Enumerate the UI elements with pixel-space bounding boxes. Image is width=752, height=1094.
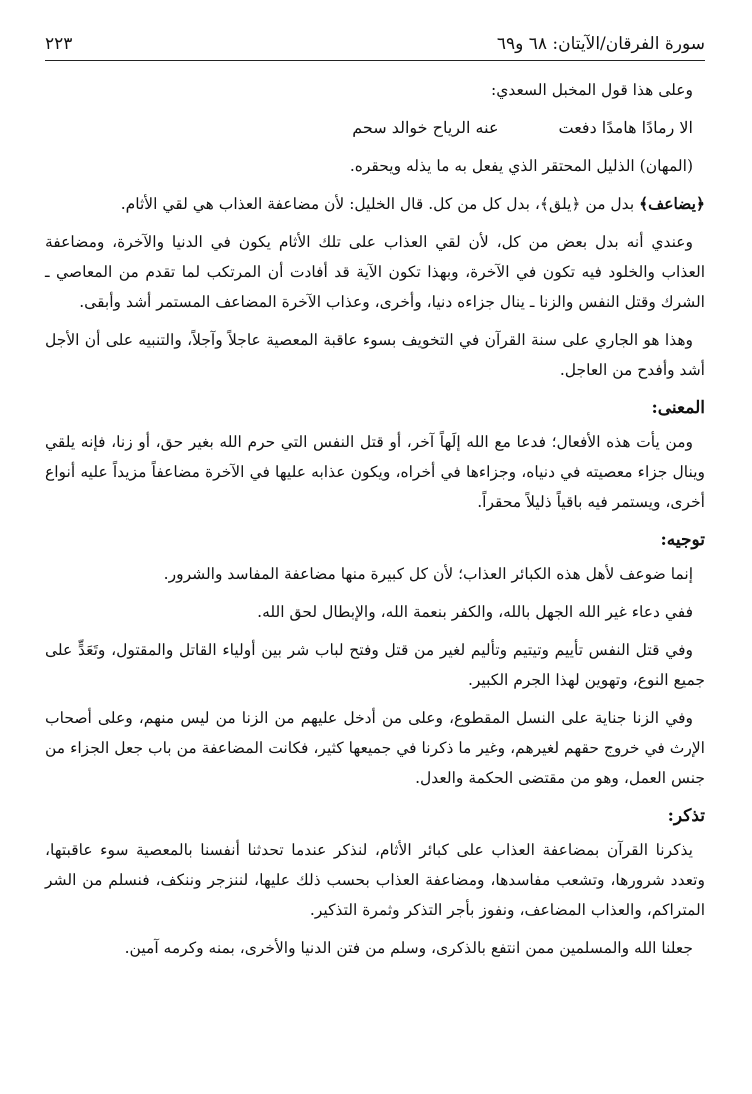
badal-paragraph: وعندي أنه بدل بعض من كل، لأن لقي العذاب على تلك الأثام يكون في الدنيا والآخرة، ومضاعفة العذاب والخلود فيه تكون في الآخرة، وبهذا تكون الآية قد أفادت أن المرتكب لما تقدم من المعاصي ـ الشرك وقتل النفس والزنا ـ ينال جزاءه دنيا، وأخرى، وعذاب الآخرة المضاعف المستمر أشد وأبقى. <box>45 233 705 311</box>
heading-guidance: توجيه: <box>660 530 705 550</box>
guidance-paragraph-1: إنما ضوعف لأهل هذه الكبائر العذاب؛ لأن كل كبيرة منها مضاعفة المفاسد والشرور. <box>163 565 693 583</box>
poem-first-hemistich: الا رمادًا هامدًا دفعت <box>558 118 693 137</box>
poem-gloss: (المهان) الذليل المحتقر الذي يفعل به ما يذله ويحقره. <box>349 157 693 175</box>
yudaaf-paragraph <box>45 189 705 219</box>
guidance-paragraph-2: ففي دعاء غير الله الجهل بالله، والكفر بنعمة الله، والإبطال لحق الله. <box>257 603 693 621</box>
yudaaf-explanation: بدل من ﴿يلق﴾، بدل كل من كل. قال الخليل: لأن مضاعفة العذاب هي لقي الأثام. <box>120 195 640 213</box>
poem-verse <box>45 113 705 143</box>
prayer-paragraph: جعلنا الله والمسلمين ممن انتفع بالذكرى، وسلم من فتن الدنيا والأخرى، بمنه وكرمه آمين. <box>124 939 693 957</box>
poem-second-hemistich: عنه الرياح خوالد سحم <box>352 118 499 137</box>
book-page <box>45 30 705 1070</box>
heading-remind: تذكر: <box>667 806 705 826</box>
remind-paragraph: يذكرنا القرآن بمضاعفة العذاب على كبائر الأثام، لنذكر عندما تحدثنا أنفسنا بالمعصية سوء عاقبتها، وتعدد شرورها، وتشعب مفاسدها، ومضاعفة العذاب بحسب ذلك عليها، لننزجر وننكف، فنسلم من الشر المتراكم، والعذاب المضاعف، ونفوز بأجر التذكر وثمرة التذكير. <box>45 841 705 919</box>
page-content <box>45 61 705 963</box>
page-number: ٢٢٣ <box>45 34 73 54</box>
poem-intro: وعلى هذا قول المخبل السعدي: <box>490 81 693 99</box>
running-title: سورة الفرقان/الآيتان: ٦٨ و٦٩ <box>496 34 705 54</box>
sunna-paragraph: وهذا هو الجاري على سنة القرآن في التخويف بسوء عاقبة المعصية عاجلاً وآجلاً، والتنبيه على أن الأجل أشد وأفدح من العاجل. <box>45 331 705 379</box>
meaning-paragraph: ومن يأت هذه الأفعال؛ فدعا مع الله إلَهاً آخر، أو قتل النفس التي حرم الله بغير حق، أو زنا، فإنه يلقي وينال جزاء معصيته في دنياه، وجزاءها في أخراه، ويكون عذابه عليها في الآخرة مضاعفاً مزيداً عليه أنواع أخرى، ويستمر فيه باقياً ذليلاً محقراً. <box>45 433 705 511</box>
guidance-paragraph-3: وفي قتل النفس تأييم وتيتيم وتأليم لغير من قتل وفتح لباب شر بين أولياء القاتل والمقتول، وتَعَدٍّ على جميع النوع، وتهوين لهذا الجرم الكبير. <box>45 641 705 689</box>
guidance-paragraph-4: وفي الزنا جناية على النسل المقطوع، وعلى من أدخل عليهم من الزنا من ليس منهم، وعلى أصحاب الإرث في خروج حقهم لغيرهم، وغير ما ذكرنا في جميعها كثير، فكانت المضاعفة من باب جعل الجزاء من جنس العمل، وهو من مقتضى الحكمة والعدل. <box>45 709 705 787</box>
heading-meaning: المعنى: <box>651 398 705 418</box>
yudaaf-term: ﴿يضاعف﴾ <box>639 194 705 213</box>
page-header <box>45 30 705 61</box>
